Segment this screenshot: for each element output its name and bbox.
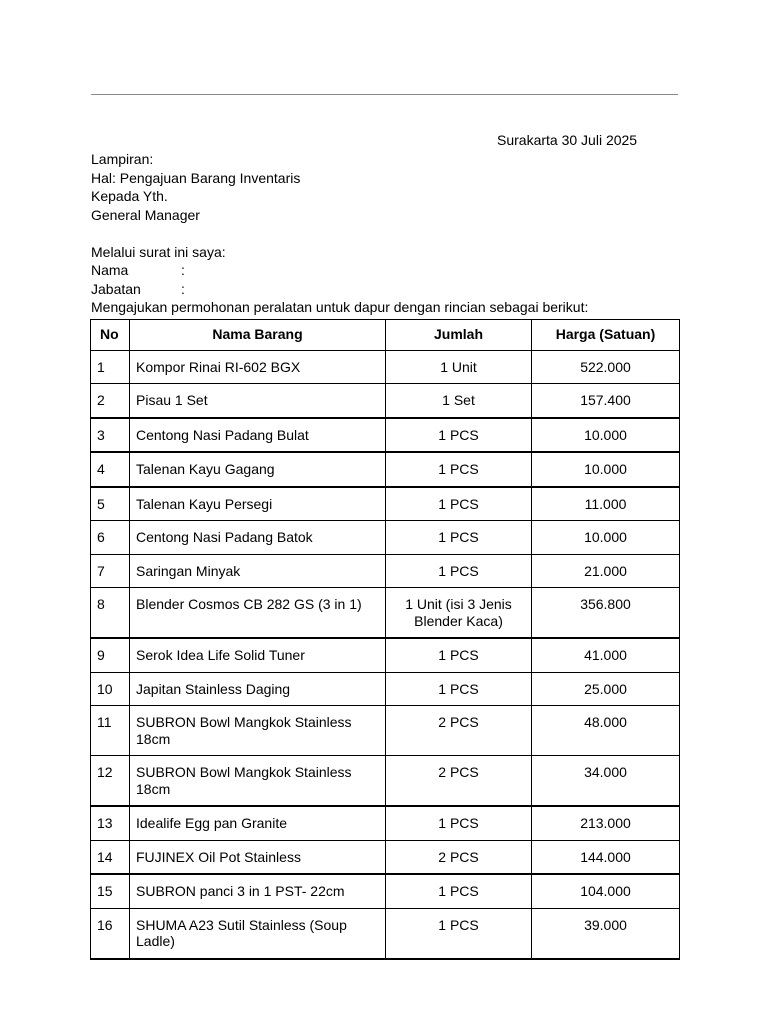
cell-no: 13 — [91, 806, 130, 840]
cell-jumlah: 1 PCS — [386, 521, 532, 555]
cell-jumlah: 2 PCS — [386, 706, 532, 756]
cell-nama: Serok Idea Life Solid Tuner — [130, 638, 386, 672]
cell-harga: 157.400 — [532, 384, 680, 418]
spacer — [91, 224, 588, 243]
cell-no: 4 — [91, 452, 130, 487]
cell-harga: 10.000 — [532, 418, 680, 453]
cell-jumlah: 1 PCS — [386, 908, 532, 959]
jabatan-colon: : — [181, 280, 185, 297]
header-divider — [91, 94, 678, 95]
jabatan-label: Jabatan — [91, 280, 141, 297]
table-row — [91, 521, 680, 555]
cell-jumlah: 2 PCS — [386, 756, 532, 807]
table-row — [91, 554, 680, 588]
cell-jumlah: 1 Unit (isi 3 Jenis Blender Kaca) — [386, 588, 532, 639]
cell-jumlah: 1 PCS — [386, 806, 532, 840]
cell-no: 1 — [91, 350, 130, 384]
intro-text: Melalui surat ini saya: — [91, 243, 226, 260]
jabatan-field — [91, 280, 588, 299]
table-row — [91, 840, 680, 874]
cell-no: 15 — [91, 874, 130, 908]
cell-nama: SUBRON Bowl Mangkok Stainless 18cm — [130, 756, 386, 807]
cell-jumlah: 1 Set — [386, 384, 532, 418]
cell-nama: SUBRON panci 3 in 1 PST- 22cm — [130, 874, 386, 908]
nama-label: Nama — [91, 262, 129, 278]
table-header-row — [91, 320, 680, 351]
table-row — [91, 452, 680, 487]
cell-nama: Idealife Egg pan Granite — [130, 806, 386, 840]
cell-no: 12 — [91, 756, 130, 807]
cell-nama: Blender Cosmos CB 282 GS (3 in 1) — [130, 588, 386, 639]
cell-nama: SHUMA A23 Sutil Stainless (Soup Ladle) — [130, 908, 386, 959]
cell-harga: 25.000 — [532, 672, 680, 706]
cell-no: 16 — [91, 908, 130, 959]
cell-harga: 11.000 — [532, 487, 680, 521]
cell-nama: Pisau 1 Set — [130, 384, 386, 418]
header-jumlah: Jumlah — [386, 320, 532, 351]
cell-harga: 213.000 — [532, 806, 680, 840]
addressee-salutation: Kepada Yth. — [91, 188, 168, 204]
cell-nama: Centong Nasi Padang Bulat — [130, 418, 386, 453]
cell-no: 8 — [91, 588, 130, 639]
cell-harga: 10.000 — [532, 521, 680, 555]
cell-harga: 10.000 — [532, 452, 680, 487]
cell-no: 6 — [91, 521, 130, 555]
inventory-table — [90, 319, 680, 960]
cell-nama: Talenan Kayu Persegi — [130, 487, 386, 521]
cell-no: 3 — [91, 418, 130, 453]
cell-no: 2 — [91, 384, 130, 418]
cell-harga: 356.800 — [532, 588, 680, 639]
cell-nama: Japitan Stainless Daging — [130, 672, 386, 706]
cell-nama: Kompor Rinai RI-602 BGX — [130, 350, 386, 384]
header-harga: Harga (Satuan) — [532, 320, 680, 351]
cell-nama: Saringan Minyak — [130, 554, 386, 588]
cell-no: 5 — [91, 487, 130, 521]
cell-jumlah: 1 Unit — [386, 350, 532, 384]
table-row — [91, 487, 680, 521]
cell-nama: SUBRON Bowl Mangkok Stainless 18cm — [130, 706, 386, 756]
cell-jumlah: 1 PCS — [386, 672, 532, 706]
cell-jumlah: 1 PCS — [386, 554, 532, 588]
table-row — [91, 806, 680, 840]
table-row — [91, 908, 680, 959]
request-text: Mengajukan permohonan peralatan untuk dapur dengan rincian sebagai berikut: — [91, 299, 589, 315]
nama-field — [91, 261, 588, 280]
lampiran-label: Lampiran: — [91, 151, 154, 167]
cell-jumlah: 1 PCS — [386, 418, 532, 453]
table-row — [91, 588, 680, 639]
table-row — [91, 384, 680, 418]
header-no: No — [91, 320, 130, 351]
table-row — [91, 706, 680, 756]
cell-no: 11 — [91, 706, 130, 756]
cell-harga: 104.000 — [532, 874, 680, 908]
cell-jumlah: 1 PCS — [386, 874, 532, 908]
nama-colon: : — [181, 262, 185, 278]
letter-date: Surakarta 30 Juli 2025 — [497, 132, 638, 148]
cell-harga: 39.000 — [532, 908, 680, 959]
cell-nama: FUJINEX Oil Pot Stainless — [130, 840, 386, 874]
cell-nama: Centong Nasi Padang Batok — [130, 521, 386, 555]
cell-harga: 144.000 — [532, 840, 680, 874]
letter-header — [91, 150, 588, 317]
cell-harga: 41.000 — [532, 638, 680, 672]
header-nama-barang: Nama Barang — [130, 320, 386, 351]
table-row — [91, 874, 680, 908]
cell-jumlah: 1 PCS — [386, 452, 532, 487]
table-row — [91, 756, 680, 807]
cell-no: 14 — [91, 840, 130, 874]
cell-nama: Talenan Kayu Gagang — [130, 452, 386, 487]
cell-harga: 522.000 — [532, 350, 680, 384]
cell-no: 10 — [91, 672, 130, 706]
cell-no: 9 — [91, 638, 130, 672]
cell-harga: 21.000 — [532, 554, 680, 588]
table-row — [91, 638, 680, 672]
table-row — [91, 350, 680, 384]
table-row — [91, 672, 680, 706]
cell-harga: 34.000 — [532, 756, 680, 807]
cell-jumlah: 1 PCS — [386, 638, 532, 672]
cell-jumlah: 1 PCS — [386, 487, 532, 521]
cell-harga: 48.000 — [532, 706, 680, 756]
table-row — [91, 418, 680, 453]
cell-no: 7 — [91, 554, 130, 588]
recipient-title: General Manager — [91, 206, 200, 223]
cell-jumlah: 2 PCS — [386, 840, 532, 874]
subject-line: Hal: Pengajuan Barang Inventaris — [91, 169, 301, 186]
